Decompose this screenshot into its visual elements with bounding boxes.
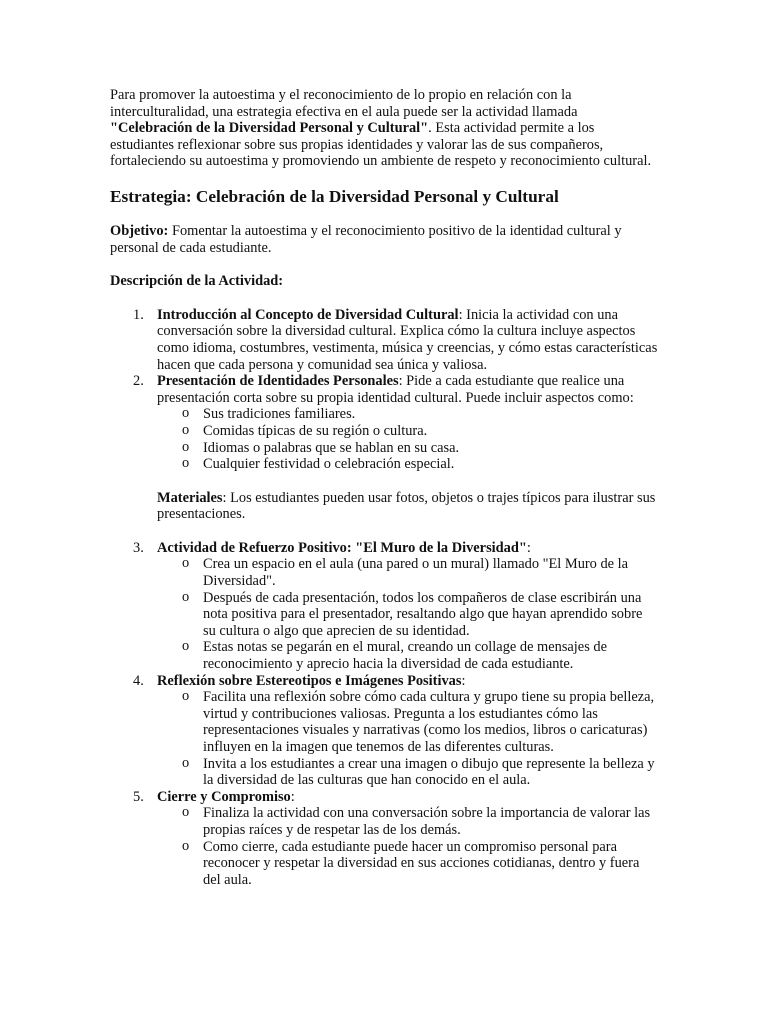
sub-item-text: Crea un espacio en el aula (una pared o un mural) llamado "El Muro de la Diversidad". xyxy=(203,556,629,590)
step-title: Actividad de Refuerzo Positivo: "El Muro de la Diversidad" xyxy=(157,539,527,556)
step-text: : Pide a cada estudiante que realice una presentación corta sobre su propia identidad cultural. Puede incluir aspectos como: xyxy=(157,373,634,406)
step-item xyxy=(110,789,658,889)
step-title: Cierre y Compromiso xyxy=(157,788,291,805)
sub-item xyxy=(157,456,658,473)
sub-item xyxy=(157,556,658,589)
step-text: : Inicia la actividad con una conversación sobre la diversidad cultural. Explica cómo la cultura incluye aspectos como idioma, costumbres, vestimenta, música y creencias, y cómo estas características hacen que cada persona y comunidad sea única y valiosa. xyxy=(157,306,658,373)
bullet-icon: o xyxy=(182,455,190,472)
step-item xyxy=(110,307,658,373)
sub-item xyxy=(157,423,658,440)
step-number: 4. xyxy=(133,672,144,689)
sub-item-text: Cualquier festividad o celebración especial. xyxy=(203,456,455,473)
bullet-icon: o xyxy=(182,688,190,705)
intro-text-start: Para promover la autoestima y el reconocimiento de lo propio en relación con la interculturalidad, una estrategia efectiva en el aula puede ser la actividad llamada xyxy=(110,87,578,120)
sub-item-text: Finaliza la actividad con una conversación sobre la importancia de valorar las propias raíces y de respetar las de los demás. xyxy=(203,805,651,838)
sub-item xyxy=(157,839,658,889)
step-title: Presentación de Identidades Personales xyxy=(157,373,399,390)
step-item xyxy=(110,373,658,523)
step-text: : xyxy=(290,788,295,805)
bullet-icon: o xyxy=(182,837,190,854)
step-text: : xyxy=(526,539,531,556)
sub-item xyxy=(157,805,658,838)
objective-text: Fomentar la autoestima y el reconocimiento positivo de la identidad cultural y personal de cada estudiante. xyxy=(110,222,622,256)
activity-steps-list xyxy=(110,307,658,889)
bullet-icon: o xyxy=(182,405,190,422)
sub-item-text: Estas notas se pegarán en el mural, creando un collage de mensajes de reconocimiento y aprecio hacia la diversidad de cada estudiante. xyxy=(203,639,607,673)
sub-list xyxy=(157,556,658,672)
step-title: Reflexión sobre Estereotipos e Imágenes Positivas xyxy=(157,672,462,689)
document-body xyxy=(110,87,658,888)
sub-item xyxy=(157,639,658,672)
step-number: 1. xyxy=(133,306,144,323)
sub-item-text: Como cierre, cada estudiante puede hacer un compromiso personal para reconocer y respetar la diversidad en sus acciones cotidianas, dentro y fuera del aula. xyxy=(203,838,640,888)
sub-item xyxy=(157,689,658,755)
bullet-icon: o xyxy=(182,438,190,455)
sub-item-text: Idiomas o palabras que se hablan en su casa. xyxy=(203,439,460,456)
step-number: 5. xyxy=(133,788,144,805)
objective-paragraph xyxy=(110,223,658,256)
bullet-icon: o xyxy=(182,638,190,655)
bullet-icon: o xyxy=(182,421,190,438)
sub-item xyxy=(157,590,658,640)
bullet-icon: o xyxy=(182,804,190,821)
objective-label: Objetivo: xyxy=(110,222,169,239)
step-item xyxy=(110,673,658,789)
step-title: Introducción al Concepto de Diversidad Cultural xyxy=(157,306,459,323)
bullet-icon: o xyxy=(182,754,190,771)
strategy-heading: Estrategia: Celebración de la Diversidad Personal y Cultural xyxy=(110,186,559,206)
sub-list xyxy=(157,689,658,789)
sub-item xyxy=(157,440,658,457)
sub-list xyxy=(157,406,658,472)
sub-item xyxy=(157,406,658,423)
sub-item-text: Facilita una reflexión sobre cómo cada cultura y grupo tiene su propia belleza, virtud y contribuciones valiosas. Pregunta a los estudiantes cómo las representaciones visuales y narrativas (como los medios, libros o caricaturas) influyen en la imagen que tenemos de las diferentes culturas. xyxy=(203,689,655,755)
materials-paragraph xyxy=(157,490,658,523)
materials-label: Materiales xyxy=(157,489,223,506)
step-number: 2. xyxy=(133,373,144,390)
sub-list xyxy=(157,805,658,888)
activity-name: "Celebración de la Diversidad Personal y Cultural" xyxy=(110,120,429,137)
step-item xyxy=(110,540,658,673)
intro-paragraph xyxy=(110,87,658,170)
intro-text-end: . Esta actividad permite a los estudiantes reflexionar sobre sus propias identidades y valorar las de sus compañeros, fortaleciendo su autoestima y promoviendo un ambiente de respeto y reconocimiento cultural. xyxy=(110,120,652,170)
step-number: 3. xyxy=(133,539,144,556)
sub-item-text: Sus tradiciones familiares. xyxy=(203,406,356,423)
step-text: : xyxy=(461,672,466,689)
bullet-icon: o xyxy=(182,588,190,605)
description-heading: Descripción de la Actividad: xyxy=(110,273,284,290)
sub-item-text: Invita a los estudiantes a crear una imagen o dibujo que represente la belleza y la diversidad de las culturas que han conocido en el aula. xyxy=(203,755,655,789)
sub-item-text: Comidas típicas de su región o cultura. xyxy=(203,422,428,439)
materials-text: : Los estudiantes pueden usar fotos, objetos o trajes típicos para ilustrar sus presentaciones. xyxy=(157,489,656,523)
sub-item-text: Después de cada presentación, todos los compañeros de clase escribirán una nota positiva para el presentador, resaltando algo que hayan aprendido sobre su cultura o algo que aprecien de su identidad. xyxy=(203,589,643,639)
bullet-icon: o xyxy=(182,555,190,572)
sub-item xyxy=(157,756,658,789)
